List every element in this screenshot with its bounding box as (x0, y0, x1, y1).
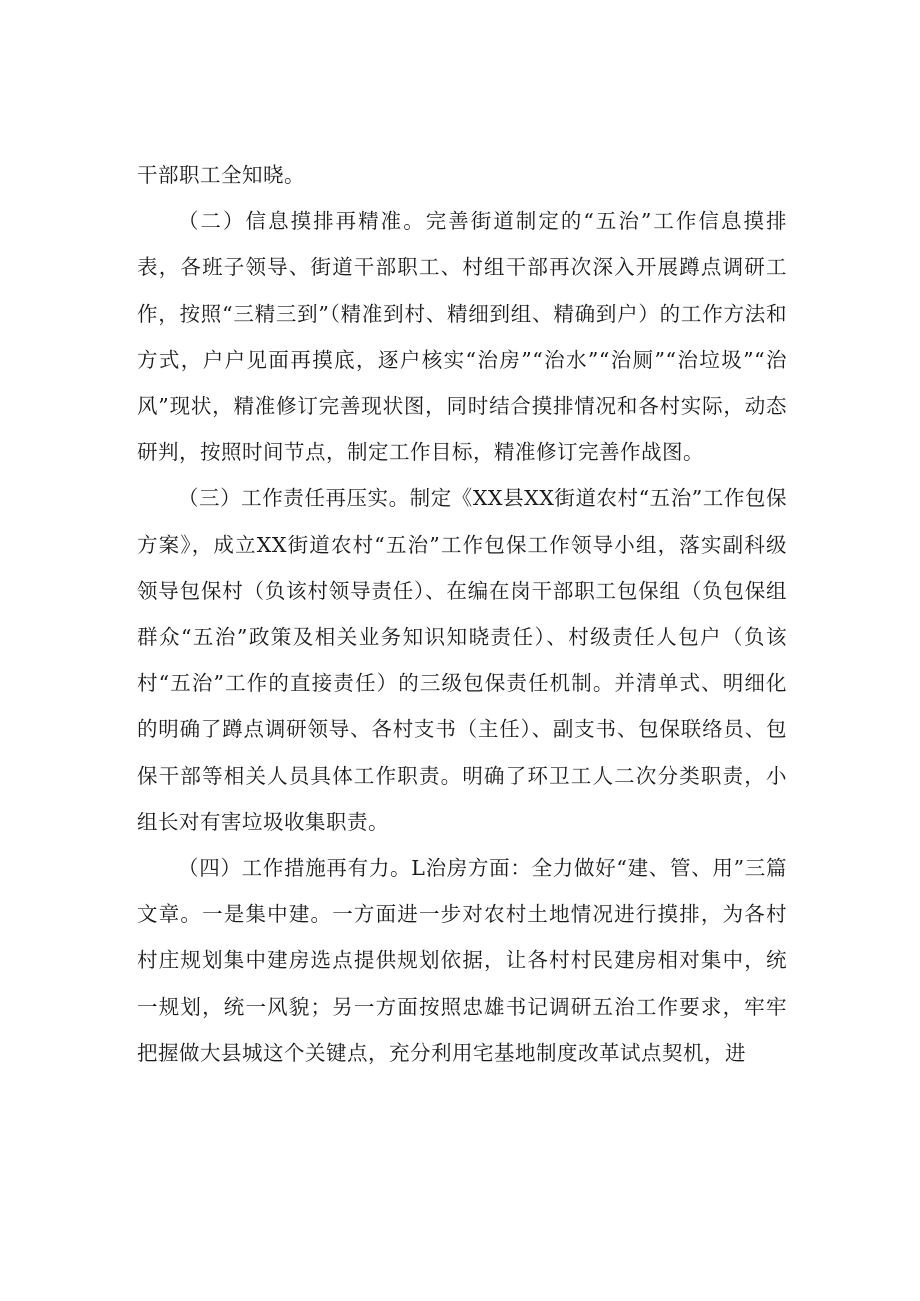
paragraph-work-responsibility: （三）工作责任再压实。制定《XX县XX街道农村“五治”工作包保方案》，成立XX街道农村“五治”工作包保工作领导小组，落实副科级领导包保村（负该村领导责任）、在编在岗干部职工包保组（负包保组群众“五治”政策及相关业务知识知晓责任）、村级责任人包户（负该村“五治”工作的直接责任）的三级包保责任机制。并清单式、明细化的明确了蹲点调研领导、各村支书（主任）、副支书、包保联络员、包保干部等相关人员具体工作职责。明确了环卫工人二次分类职责，小组长对有害垃圾收集职责。 (137, 486, 787, 834)
document-body (137, 152, 787, 1076)
paragraph-information-survey: （二）信息摸排再精准。完善街道制定的“五治”工作信息摸排表，各班子领导、街道干部职工、村组干部再次深入开展蹲点调研工作，按照“三精三到”（精准到村、精细到组、精确到户）的工作方法和方式，户户见面再摸底，逐户核实“治房”“治水”“治厕”“治垃圾”“治风”现状，精准修订完善现状图，同时结合摸排情况和各村实际，动态研判，按照时间节点，制定工作目标，精准修订完善作战图。 (137, 209, 787, 465)
paragraph-work-measures: （四）工作措施再有力。L治房方面：全力做好“建、管、用”三篇文章。一是集中建。一方面进一步对农村土地情况进行摸排，为各村村庄规划集中建房选点提供规划依据，让各村村民建房相对集中，统一规划，统一风貌；另一方面按照忠雄书记调研五治工作要求，牢牢把握做大县城这个关键点，充分利用宅基地制度改革试点契机，进 (137, 856, 787, 1065)
paragraph-continuation: 干部职工全知晓。 (137, 163, 305, 187)
